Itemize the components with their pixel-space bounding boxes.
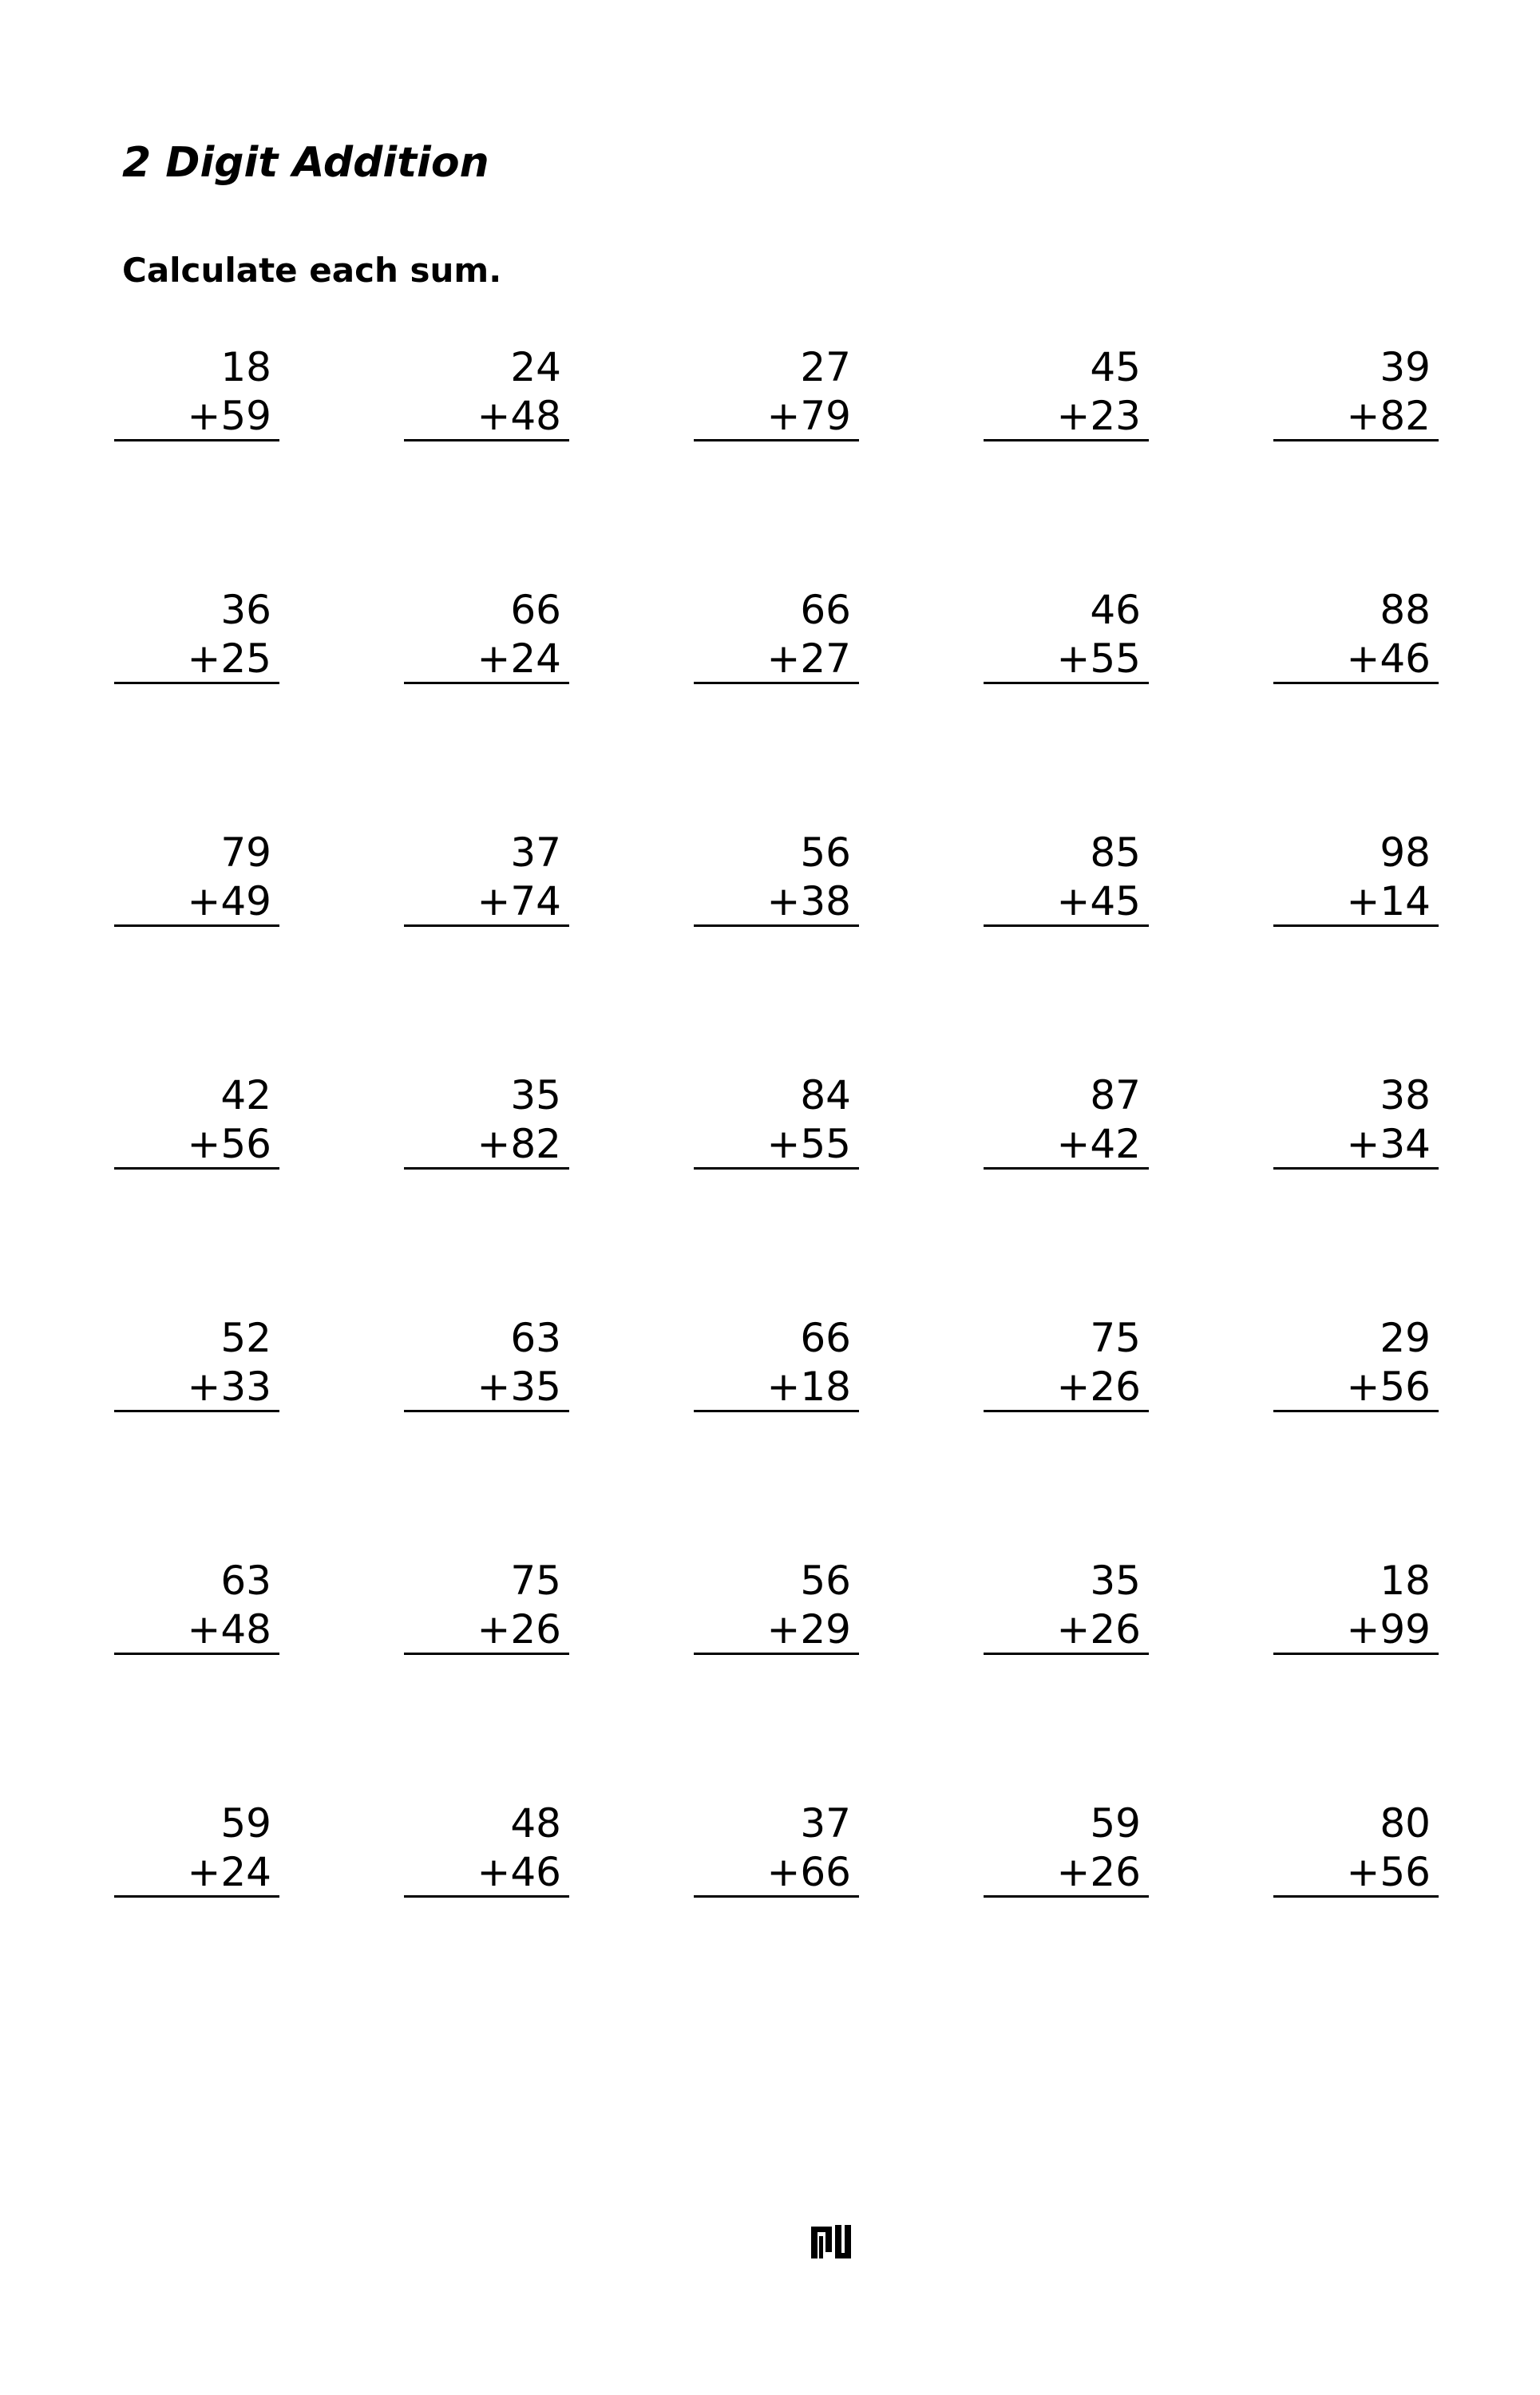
addend-bottom: +99 — [1346, 1606, 1431, 1653]
addend-bottom: +56 — [187, 1121, 271, 1167]
addend-top: 29 — [1380, 1315, 1431, 1361]
addend-top: 98 — [1380, 829, 1431, 876]
addition-problem — [1273, 1071, 1439, 1314]
addition-problem — [984, 1071, 1149, 1314]
addition-problem — [114, 1557, 279, 1799]
addend-bottom: +24 — [477, 635, 561, 682]
addend-bottom: +56 — [1346, 1364, 1431, 1410]
addend-top: 18 — [1380, 1558, 1431, 1604]
addend-bottom: +55 — [766, 1121, 851, 1167]
page-title: 2 Digit Addition — [122, 139, 489, 187]
addend-top: 37 — [510, 829, 561, 876]
addend-bottom: +14 — [1346, 878, 1431, 924]
addend-bottom: +26 — [1056, 1364, 1141, 1410]
addition-problem — [114, 586, 279, 829]
addition-problem — [694, 343, 859, 586]
addend-bottom: +42 — [1056, 1121, 1141, 1167]
addend-bottom: +27 — [766, 635, 851, 682]
addend-bottom: +82 — [477, 1121, 561, 1167]
addend-bottom: +18 — [766, 1364, 851, 1410]
problem-grid — [114, 343, 1439, 2042]
addend-bottom: +45 — [1056, 878, 1141, 924]
addend-top: 87 — [1090, 1072, 1141, 1118]
addend-top: 66 — [800, 587, 851, 633]
addition-problem — [984, 1314, 1149, 1557]
addend-top: 80 — [1380, 1800, 1431, 1847]
addend-top: 79 — [220, 829, 271, 876]
addition-problem — [1273, 1314, 1439, 1557]
addend-bottom: +49 — [187, 878, 271, 924]
addition-problem — [114, 1071, 279, 1314]
addition-problem — [694, 1799, 859, 2042]
addend-top: 75 — [1090, 1315, 1141, 1361]
addend-top: 36 — [220, 587, 271, 633]
addend-top: 59 — [1090, 1800, 1141, 1847]
addition-problem — [1273, 829, 1439, 1071]
addition-problem — [984, 586, 1149, 829]
addend-bottom: +29 — [766, 1606, 851, 1653]
addend-top: 75 — [510, 1558, 561, 1604]
addend-top: 63 — [510, 1315, 561, 1361]
addend-top: 52 — [220, 1315, 271, 1361]
addend-bottom: +35 — [477, 1364, 561, 1410]
addend-top: 24 — [510, 344, 561, 390]
addition-problem — [404, 586, 569, 829]
addition-problem — [114, 829, 279, 1071]
addend-top: 46 — [1090, 587, 1141, 633]
addition-problem — [984, 829, 1149, 1071]
addend-bottom: +66 — [766, 1849, 851, 1895]
addend-top: 42 — [220, 1072, 271, 1118]
addition-problem — [114, 1314, 279, 1557]
addition-problem — [694, 586, 859, 829]
addition-problem — [984, 343, 1149, 586]
publisher-logo-icon — [811, 2225, 851, 2258]
addition-problem — [694, 829, 859, 1071]
addend-top: 38 — [1380, 1072, 1431, 1118]
addition-problem — [694, 1557, 859, 1799]
addend-top: 66 — [510, 587, 561, 633]
addend-top: 37 — [800, 1800, 851, 1847]
addend-top: 35 — [1090, 1558, 1141, 1604]
addend-bottom: +46 — [1346, 635, 1431, 682]
addend-top: 39 — [1380, 344, 1431, 390]
addition-problem — [1273, 1557, 1439, 1799]
addition-problem — [404, 829, 569, 1071]
addition-problem — [404, 1799, 569, 2042]
addend-top: 66 — [800, 1315, 851, 1361]
addend-top: 63 — [220, 1558, 271, 1604]
addition-problem — [114, 1799, 279, 2042]
addition-problem — [404, 1071, 569, 1314]
addition-problem — [404, 343, 569, 586]
addend-top: 88 — [1380, 587, 1431, 633]
addend-top: 48 — [510, 1800, 561, 1847]
addend-bottom: +55 — [1056, 635, 1141, 682]
addend-bottom: +74 — [477, 878, 561, 924]
addition-problem — [694, 1071, 859, 1314]
addend-top: 85 — [1090, 829, 1141, 876]
addend-bottom: +23 — [1056, 393, 1141, 439]
addend-bottom: +26 — [1056, 1849, 1141, 1895]
addend-bottom: +25 — [187, 635, 271, 682]
addition-problem — [1273, 343, 1439, 586]
addend-bottom: +33 — [187, 1364, 271, 1410]
addend-top: 18 — [220, 344, 271, 390]
addend-bottom: +26 — [1056, 1606, 1141, 1653]
addition-problem — [114, 343, 279, 586]
addition-problem — [984, 1799, 1149, 2042]
addend-top: 56 — [800, 1558, 851, 1604]
addition-problem — [694, 1314, 859, 1557]
addend-bottom: +59 — [187, 393, 271, 439]
addend-bottom: +82 — [1346, 393, 1431, 439]
addend-bottom: +34 — [1346, 1121, 1431, 1167]
addend-bottom: +48 — [187, 1606, 271, 1653]
addend-bottom: +24 — [187, 1849, 271, 1895]
addend-top: 56 — [800, 829, 851, 876]
instruction-text: Calculate each sum. — [122, 251, 502, 290]
addend-bottom: +46 — [477, 1849, 561, 1895]
addend-bottom: +26 — [477, 1606, 561, 1653]
addend-bottom: +56 — [1346, 1849, 1431, 1895]
addend-top: 27 — [800, 344, 851, 390]
addend-bottom: +79 — [766, 393, 851, 439]
addition-problem — [1273, 586, 1439, 829]
addend-top: 45 — [1090, 344, 1141, 390]
addition-problem — [1273, 1799, 1439, 2042]
addend-top: 84 — [800, 1072, 851, 1118]
addend-top: 35 — [510, 1072, 561, 1118]
addition-problem — [984, 1557, 1149, 1799]
addend-bottom: +38 — [766, 878, 851, 924]
addition-problem — [404, 1314, 569, 1557]
addend-top: 59 — [220, 1800, 271, 1847]
addition-problem — [404, 1557, 569, 1799]
addend-bottom: +48 — [477, 393, 561, 439]
